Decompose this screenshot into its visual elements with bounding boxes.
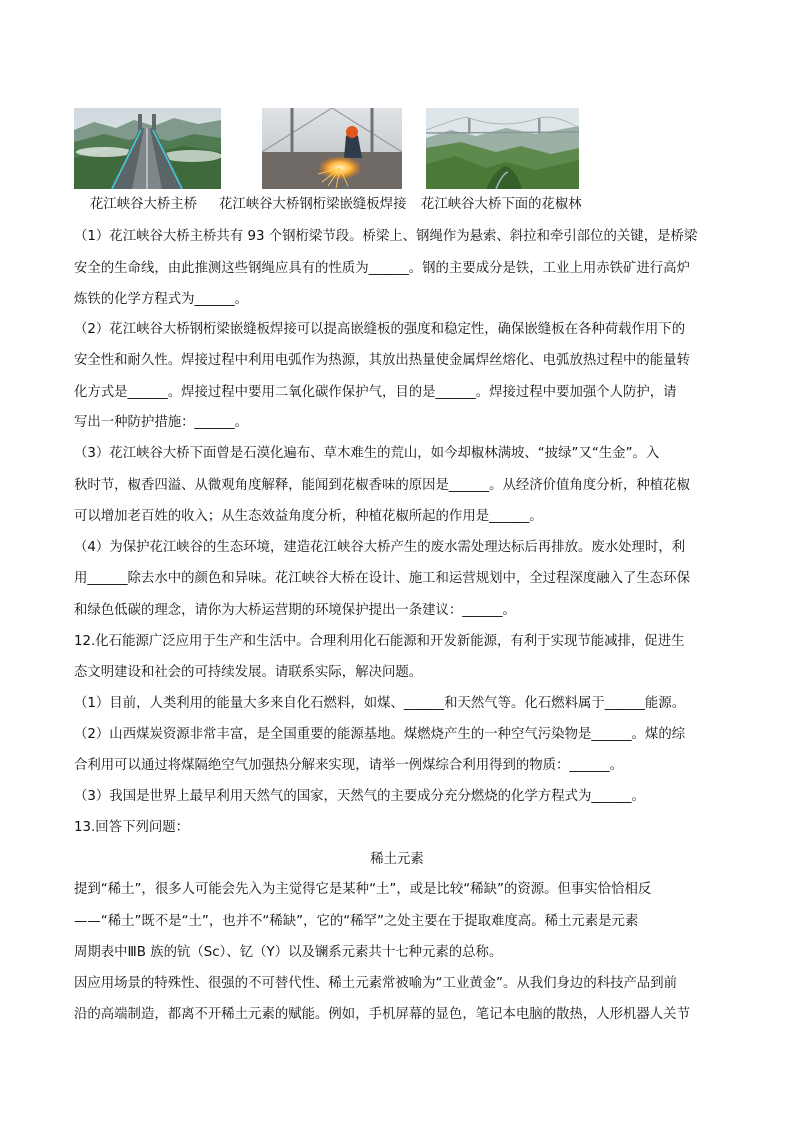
question-12: 12.化石能源广泛应用于生产和生活中。合理利用化石能源和开发新能源，有利于实现节能减排，促进生 <box>74 634 685 649</box>
text-line: 和绿色低碳的理念，请你为大桥运营期的环境保护提出一条建议：______。 <box>74 603 516 618</box>
text-line: （3）花江峡谷大桥下面曾是石漠化遍布、草木难生的荒山，如今却椒林满坡、“披绿”又“生金”。入 <box>74 446 660 461</box>
text-line: （3）我国是世界上最早利用天然气的国家，天然气的主要成分充分燃烧的化学方程式为______。 <box>74 789 645 804</box>
passage-line: 提到“稀土”，很多人可能会先入为主觉得它是某种“土”，或是比较“稀缺”的资源。但事实恰恰相反 <box>74 882 652 897</box>
text-line: 化方式是______。焊接过程中要用二氧化碳作保护气，目的是______。焊接过程中要加强个人防护，请 <box>74 385 677 400</box>
text-line: 秋时节，椒香四溢、从微观角度解释，能闻到花椒香味的原因是______。从经济价值角度分析，种植花椒 <box>74 478 690 493</box>
passage-title: 稀土元素 <box>370 852 424 867</box>
text-line: （1）花江峡谷大桥主桥共有 93 个钢桁梁节段。桥梁上、钢绳作为悬索、斜拉和牵引部位的关键，是桥梁 <box>74 229 698 244</box>
caption-1: 花江峡谷大桥主桥 <box>90 197 198 212</box>
question-13: 13.回答下列问题： <box>74 820 190 835</box>
text-line: 合利用可以通过将煤隔绝空气加强热分解来实现，请举一例煤综合利用得到的物质：______。 <box>74 758 624 773</box>
photo-captions <box>0 193 794 213</box>
passage-line: 沿的高端制造，都离不开稀土元素的赋能。例如，手机屏幕的显色，笔记本电脑的散热，人形机器人关节 <box>74 1007 690 1022</box>
pepper-forest-photo <box>426 108 579 189</box>
text-line: （2）山西煤炭资源非常丰富，是全国重要的能源基地。煤燃烧产生的一种空气污染物是______。煤的综 <box>74 727 686 742</box>
text-line: 态文明建设和社会的可持续发展。请联系实际，解决问题。 <box>74 665 423 680</box>
text-line: 写出一种防护措施：______。 <box>74 415 249 430</box>
text-line: 用______除去水中的颜色和异味。花江峡谷大桥在设计、施工和运营规划中，全过程深度融入了生态环保 <box>74 571 690 586</box>
caption-2: 花江峡谷大桥钢桁梁嵌缝板焊接 <box>219 197 407 212</box>
text-line: （2）花江峡谷大桥钢桁梁嵌缝板焊接可以提高嵌缝板的强度和稳定性，确保嵌缝板在各种荷载作用下的 <box>74 322 686 337</box>
text-line: （1）目前，人类利用的能量大多来自化石燃料，如煤、______和天然气等。化石燃料属于______能源。 <box>74 696 686 711</box>
caption-3: 花江峡谷大桥下面的花椒林 <box>421 197 582 212</box>
text-line: 炼铁的化学方程式为______。 <box>74 292 249 307</box>
passage-line: 因应用场景的特殊性、很强的不可替代性、稀土元素常被喻为“工业黄金”。从我们身边的科技产品到前 <box>74 976 678 991</box>
text-line: 安全的生命线，由此推测这些钢绳应具有的性质为______。钢的主要成分是铁，工业上用赤铁矿进行高炉 <box>74 261 690 276</box>
text-line: 安全性和耐久性。焊接过程中利用电弧作为热源，其放出热量使金属焊丝熔化、电弧放热过程中的能量转 <box>74 353 690 368</box>
bridge-main-photo <box>74 108 221 189</box>
welding-photo <box>262 108 402 189</box>
passage-line: 周期表中ⅢB 族的钪（Sc）、钇（Y）以及镧系元素共十七种元素的总称。 <box>74 945 503 960</box>
text-line: （4）为保护花江峡谷的生态环境，建造花江峡谷大桥产生的废水需处理达标后再排放。废水处理时，利 <box>74 540 686 555</box>
passage-line: ——“稀土”既不是“土”，也并不“稀缺”，它的“稀罕”之处主要在于提取难度高。稀土元素是元素 <box>74 914 639 929</box>
text-line: 可以增加老百姓的收入；从生态效益角度分析，种植花椒所起的作用是______。 <box>74 509 543 524</box>
